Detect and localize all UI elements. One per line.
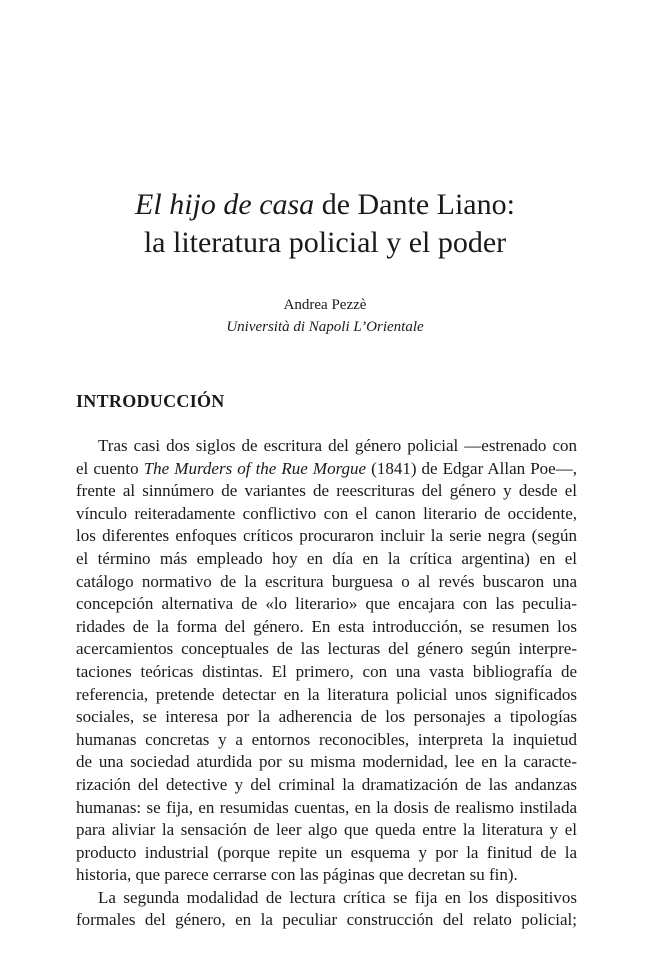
title-line-1 [0, 186, 650, 224]
text-line: ridades de la forma del género. En esta introducción, se resumen los [76, 616, 577, 636]
text-line: para aliviar la sensación de leer algo que queda entre la literatura y el [76, 820, 577, 840]
author-block [0, 294, 650, 338]
title-italic-part: El hijo de casa [135, 188, 315, 221]
text-line: catálogo normativo de la escritura burguesa o al revés buscaron una [76, 571, 577, 591]
text-line: historia, que parece cerrarse con las páginas que decretan su fin). [76, 865, 518, 885]
text-line: producto industrial (porque repite un esquema y por la finitud de la [76, 842, 577, 862]
text-segment: el cuento [76, 458, 144, 478]
text-line: formales del género, en la peculiar construcción del relato policial; [76, 910, 577, 930]
text-line: taciones teóricas distintas. El primero, con una vasta bibliografía de [76, 661, 577, 681]
body-text [76, 435, 577, 932]
text-line: humanas concretas y a entornos reconocibles, interpreta la inquietud [76, 729, 577, 749]
text-line: referencia, pretende detectar en la literatura policial unos significados [76, 684, 577, 704]
text-line: los diferentes enfoques críticos procuraron incluir la serie negra (según [76, 526, 577, 546]
text-line: vínculo reiteradamente conflictivo con el canon literario de occidente, [76, 503, 577, 523]
article-title [0, 186, 650, 262]
text-line: de una sociedad aturdida por su misma modernidad, lee en la caracte- [76, 752, 577, 772]
text-line [76, 458, 577, 481]
title-line-2: la literatura policial y el poder [143, 226, 507, 259]
author-affiliation: Università di Napoli L’Orientale [226, 319, 424, 335]
text-line: acercamientos conceptuales de las lecturas del género según interpre- [76, 639, 577, 659]
title-rest-part: de Dante Liano: [314, 188, 515, 221]
text-line: sociales, se interesa por la adherencia de los personajes a tipologías [76, 707, 577, 727]
text-line: La segunda modalidad de lectura crítica se fija en los dispositivos [98, 887, 577, 907]
text-segment: (1841) de Edgar Allan Poe—, [366, 458, 577, 478]
text-line: el término más empleado hoy en día en la crítica argentina) en el [76, 548, 577, 568]
section-heading: INTRODUCCIÓN [76, 391, 225, 411]
text-line: humanas: se fija, en resumidas cuentas, en la dosis de realismo instilada [76, 797, 577, 817]
text-line: rización del detective y del criminal la dramatización de las andanzas [76, 774, 577, 794]
text-line: concepción alternativa de «lo literario» que encajara con las peculia- [76, 594, 577, 614]
work-title: The Murders of the Rue Morgue [143, 458, 367, 478]
author-name: Andrea Pezzè [283, 297, 367, 313]
text-line: Tras casi dos siglos de escritura del género policial —estrenado con [98, 436, 577, 455]
text-line: frente al sinnúmero de variantes de reescrituras del género y desde el [76, 481, 577, 501]
